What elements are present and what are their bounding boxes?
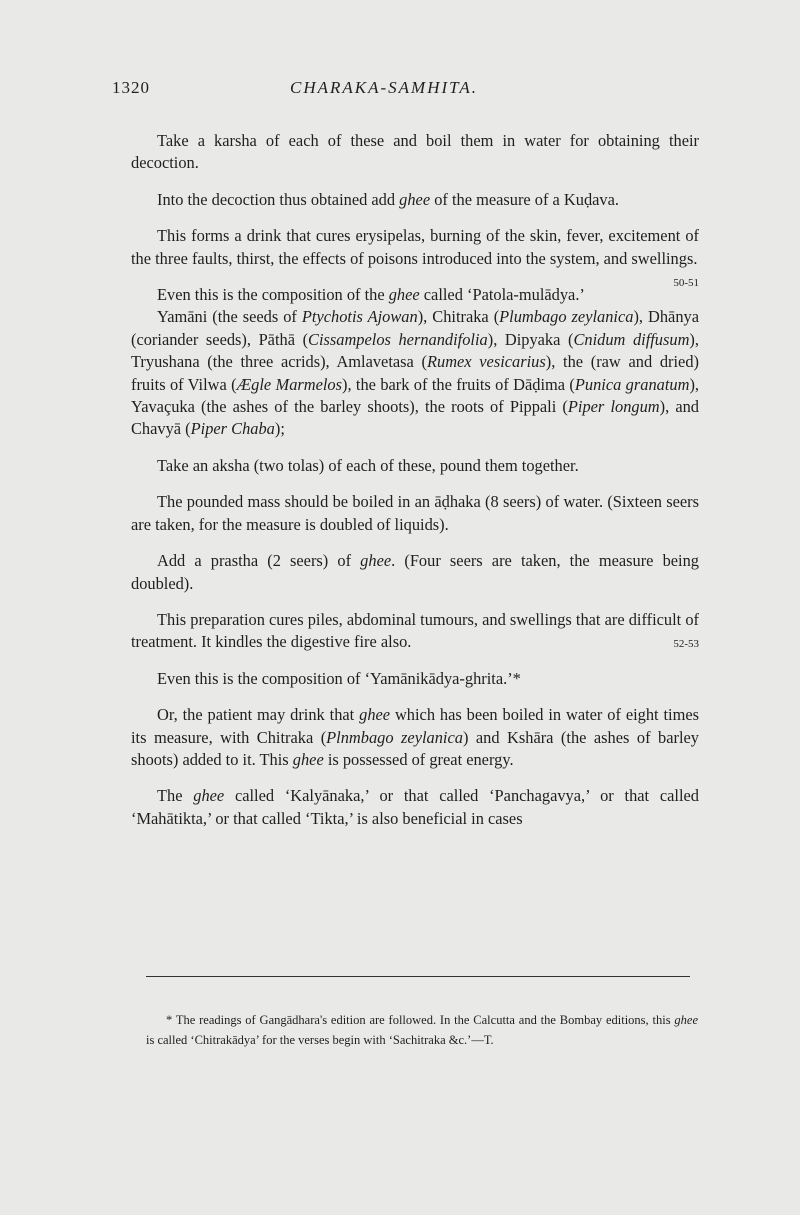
paragraph: Add a prastha (2 seers) of ghee. (Four seers are taken, the measure being doubled). [131, 551, 699, 593]
running-title: CHARAKA-SAMHITA. [290, 78, 478, 97]
paragraph: This preparation cures piles, abdominal tumours, and swellings that are difficult of treatment. It kindles the digestive fire also. 52-53 [131, 609, 699, 652]
paragraph: The pounded mass should be boiled in an āḍhaka (8 seers) of water. (Sixteen seers are taken, for the measure is doubled of liquids). [131, 492, 699, 534]
paragraph: Take a karsha of each of these and boil them in water for obtaining their decoction. [131, 131, 699, 173]
page-header [112, 78, 702, 102]
paragraph: Even this is the composition of the ghee called ‘Patola-mulādya.’ [157, 285, 585, 305]
paragraph: Yamāni (the seeds of Ptychotis Ajowan), Chitraka (Plumbago zeylanica), Dhānya (coriander seeds), Pāthā (Cissampelos hernandifolia), Dipyaka (Cnidum diffusum), Tryushana (the three acrids), Amlavetasa (Rumex vesicarius), the (raw and dried) fruits of Vilwa (Ægle Marmelos), the bark of the fruits of Dāḍima (Punica granatum), Yavaçuka (the ashes of the barley shoots), the roots of Pippali (Piper longum), and Chavyā (Piper Chaba); [131, 307, 699, 439]
page-number: 1320 [112, 78, 150, 97]
paragraph: The ghee called ‘Kalyānaka,’ or that called ‘Panchagavya,’ or that called ‘Mahātikta,’ or that called ‘Tikta,’ is also beneficial in cases [131, 786, 699, 828]
paragraph: Into the decoction thus obtained add ghee of the measure of a Kuḍava. [157, 189, 619, 209]
paragraph: Even this is the composition of ‘Yamānikādya-ghrita.’* [157, 668, 521, 688]
footnote: * The readings of Gangādhara's edition are followed. In the Calcutta and the Bombay editions, this ghee is called ‘Chitrakādya’ for the verses begin with ‘Sachitraka &c.’—T. [146, 1012, 698, 1047]
paragraph: Take an aksha (two tolas) of each of these, pound them together. [157, 455, 579, 475]
paragraph: Or, the patient may drink that ghee which has been boiled in water of eight times its measure, with Chitraka (Plnmbago zeylanica) and Kshāra (the ashes of barley shoots) added to it. This ghee is possessed of great energy. [131, 705, 700, 769]
paragraph: This forms a drink that cures erysipelas, burning of the skin, fever, excitement of the three faults, thirst, the effects of poisons introduced into the system, and swellings. 50-51 [131, 226, 699, 290]
body-text [131, 130, 699, 830]
footnote-divider [146, 976, 690, 977]
